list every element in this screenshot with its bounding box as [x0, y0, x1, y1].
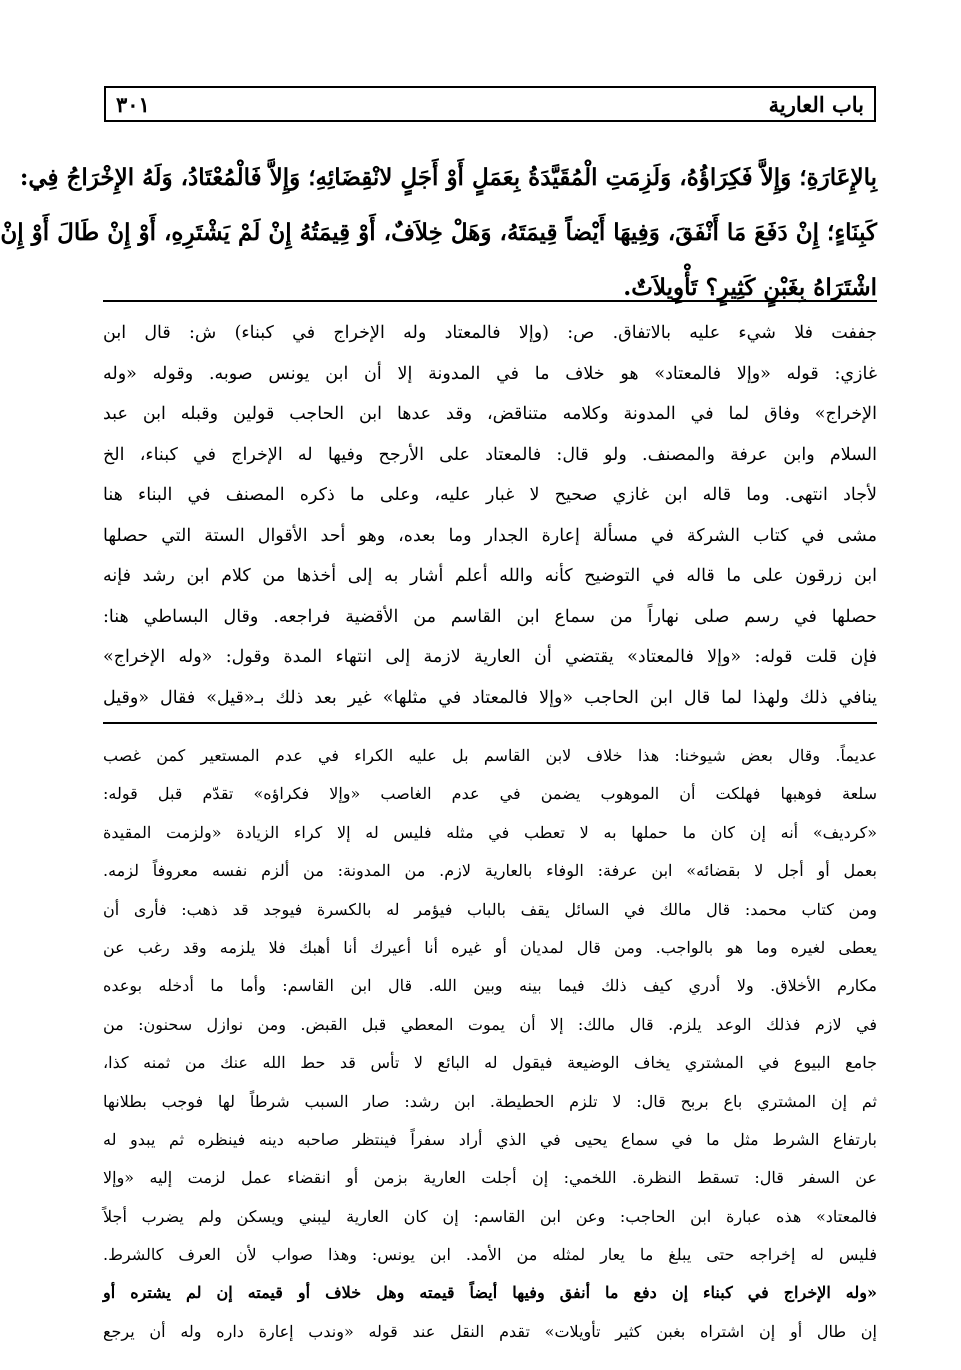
matn-line: بِالإِعَارَةِ؛ وَإِلاَّ فَكِرَاؤُهُ، وَلَزِمَتِ الْمُقَيَّدَةُ بِعَمَلٍ أَوْ أَجَلٍ لانْقِضَائِهِ؛ وَإِلاَّ فَالْمُعْتَادُ، وَلَهُ الإِخْرَاجُ فِي: [19, 164, 877, 191]
sharh-text [103, 313, 877, 718]
hashiya-divider [103, 722, 877, 724]
matn-divider [103, 300, 877, 302]
hashiya-line: في لازم فذلك الوعد يلزم. قال مالك: إلا أن يموت المعطي قبل القبض. ومن نوازل سحنون: من [103, 1014, 877, 1034]
page-header [104, 86, 876, 122]
hashiya-line: مكارم الأخلاق. ولا أدري كيف ذلك فيما بينه وبين الله. قال ابن القاسم: وأما ما أدخله بوعده [103, 976, 877, 996]
hashiya-text [103, 737, 877, 1351]
hashiya-line: عن السفر قال: تسقط النظرة. اللخمي: إن أجلت العارية بزمن أو انقضاء عمل لزمت إليه «وإلا [103, 1168, 877, 1188]
hashiya-line: سلعة فوهبها فهلكت أن الموهوب يضمن في عدم الغاصب «وإلا فكراؤه» تقدّم قبل قوله: [103, 784, 877, 804]
sharh-line: حصلها في رسم صلى نهاراً من سماع ابن القاسم من الأقضية فراجعه. وقال البساطي هنا: [103, 606, 877, 627]
matn-text [0, 150, 877, 315]
hashiya-line: يعطى لغيره وما هو بالواجب. ومن قال لمديان أو غيره أنا أعيرك أنا أهبك فلا يلزمه وقد رغب عن [103, 937, 877, 957]
hashiya-line: «وله الإخراج في كبناء إن دفع ما أنفق وفيها أيضاً قيمته وهل خلاف أو قيمته إن لم يشتره أو [103, 1283, 877, 1303]
hashiya-line: بعمل أو أجل لا بقضائه» ابن عرفة: الوفاء بالعارية لازم. من المدونة: من ألزم نفسه معروفاً لزمه. [103, 861, 877, 881]
hashiya-line: جامع البيوع في المشتري يخاف الوضيعة فيقول له البائع لا تأس قد حط الله عنك من ثمنه كذا، [103, 1053, 877, 1073]
sharh-line: ينافي ذلك ولهذا لما قال ابن الحاجب «وإلا فالمعتاد في مثلها» غير بعد ذلك بـ«قيل» فقال «وقيل [103, 687, 877, 708]
chapter-title: باب العارية [768, 91, 864, 117]
sharh-line: ابن زرقون على ما قاله في التوضيح كأنه والله أعلم أشار به إلى أخذها من كلام ابن رشد فإنه [103, 566, 877, 586]
hashiya-line: ثم إن المشتري باع بربح قال: لا تلزم الحطيطة. ابن رشد: صار السبب شرطاً لها فوجب بطلانها [103, 1091, 877, 1111]
hashiya-line: «كرديف» أنه إن كان ما حملها به لا تعطب في مثله فليس له إلا كراء الزيادة «ولزمت المقيدة [103, 822, 877, 842]
sharh-line: الإخراج» وفاق لما في المدونة وكلامه متناقض، وقد عدها ابن الحاجب قولين وقبله ابن عبد [103, 404, 877, 424]
hashiya-line: ومن كتاب محمد: قال مالك في السائل يقف بالباب فيؤمر له بالكسرة فيوجد قد ذهب: فأرى أن [103, 899, 877, 919]
sharh-line: لأجاد انتهى. وما قاله ابن غازي صحيح لا غبار عليه، وعلى ما ذكره المصنف في البناء هنا [103, 485, 877, 505]
sharh-line: مشى في كتاب الشركة في مسألة إعارة الجدار وما بعده، وهو أحد الأقوال الستة التي حصلها [103, 525, 877, 546]
page-number: ٣٠١ [116, 91, 150, 117]
hashiya-line: فليس له إخراجه حتى يبلغ ما يعار لمثله من الأمد. ابن يونس: وهذا صواب لأن العرف كالشرط. [103, 1245, 877, 1265]
matn-line: كَبِنَاءٍ؛ إِنْ دَفَعَ مَا أَنْفَقَ، وَفِيهَا أَيْضاً قِيمَتَهُ، وَهَلْ خِلاَفٌ، أَوْ قِيمَتُهُ إِنْ لَمْ يَشْتَرِهِ، أَوْ إِنْ طَالَ أَوْ إِنْ [0, 219, 877, 246]
hashiya-line: عديماً. وقال بعض شيوخنا: هذا خلاف لابن القاسم بل عليه الكراء في عدم المستعير كمن غصب [103, 746, 877, 765]
hashiya-line: بارتفاع الشرط مثل ما في سماع يحيى في الذي أراد سفراً فينتظر صاحبه دينه فينظره ثم يبدو له [103, 1129, 877, 1149]
sharh-line: فإن قلت قوله: «وإلا فالمعتاد» يقتضي أن العارية لازمة إلى انتهاء المدة وقول: «وله الإخراج» [103, 647, 877, 667]
matn-line: اشْتَرَاهُ بِغَبْنٍ كَثِيرٍ؟ تَأْوِيلاَتٌ. [623, 274, 877, 301]
sharh-line: جففت فلا شيء عليه بالاتفاق. ص: (وإلا فالمعتاد وله الإخراج في كبناء) ش: قال ابن [103, 323, 877, 343]
hashiya-line: فالمعتاد» هذه عبارة ابن الحاجب: وعن ابن القاسم: إن كان العارية ليبني ويسكن ولم يضرب أجلاً [103, 1206, 877, 1226]
sharh-line: غازي: قوله «وإلا فالمعتاد» هو خلاف ما في المدونة إلا أن ابن يونس صوبه. وقوله «وله [103, 363, 877, 384]
hashiya-line: إن طال أو إن اشتراه بغبن كثير تأويلات» تقدم النقل عند قوله «وندب إعارة داره وله أن يرجع [103, 1321, 877, 1341]
sharh-line: السلام وابن عرفة والمصنف. ولو قال: فالمعتاد على الأرجح وفيها له الإخراج في كبناء، الخ [103, 444, 877, 465]
